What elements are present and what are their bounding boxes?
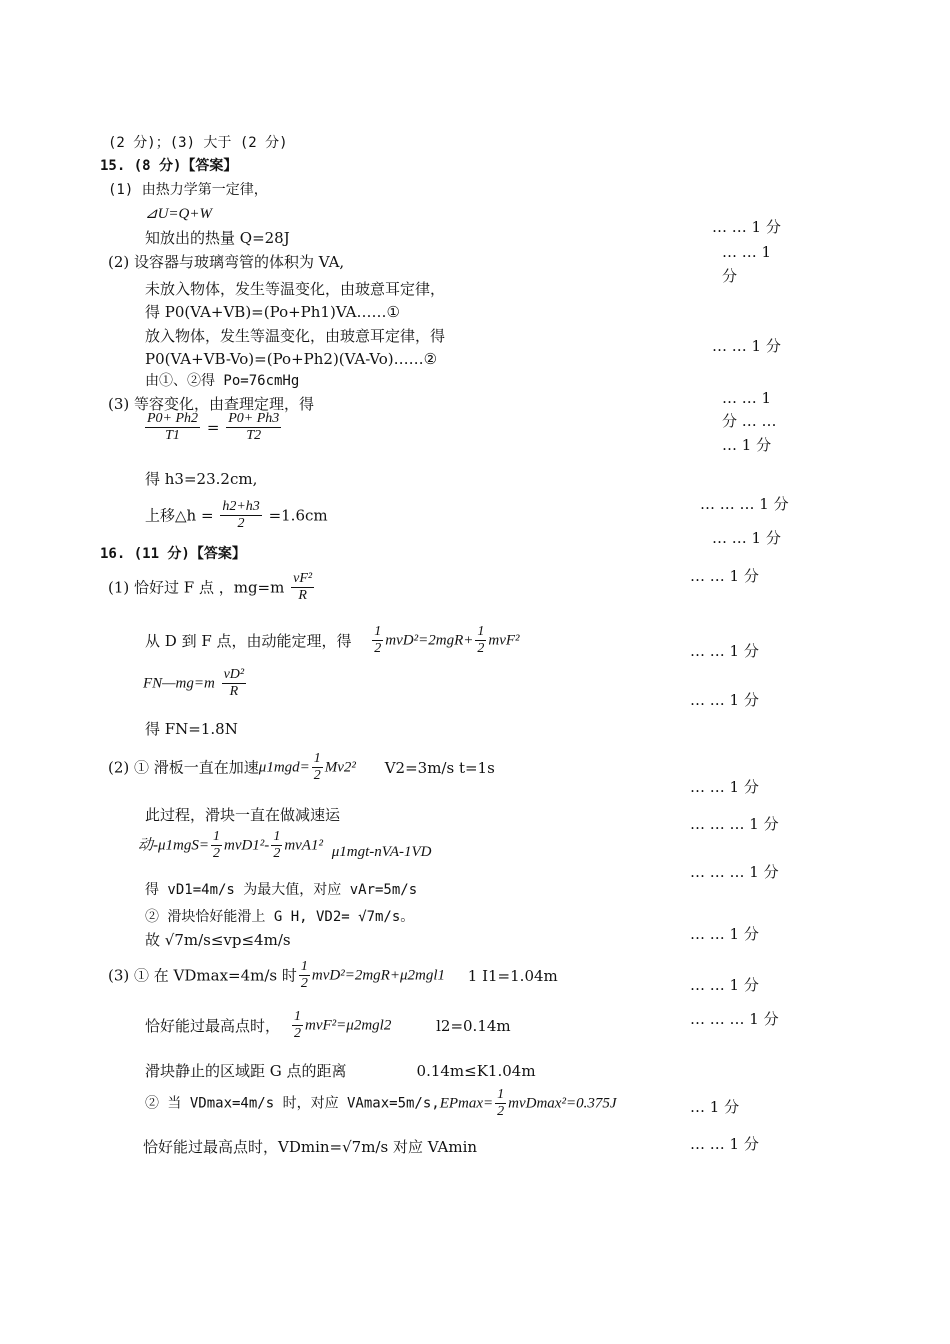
fraction: $\frac{\text{vF²}}{R}$ (293, 571, 313, 603)
fraction: $\frac{1}{2}$ (313, 751, 321, 783)
fraction: $\frac{1}{2}$ (212, 829, 220, 861)
score-mark: … … 1 分 (690, 691, 759, 709)
formula-line: 从 D 到 F 点，由动能定理，得 $\frac{1}{2}$ mvD²=2mgR+ $\frac{1}{2}$ mvF² (145, 624, 520, 656)
fraction: $\frac{\text{vD²}}{R}$ (223, 667, 245, 699)
score-mark: … … 1 分 (690, 642, 759, 660)
formula-line: ⊿U=Q+W (145, 206, 212, 222)
score-mark: … … 1 分 (690, 1135, 759, 1153)
answer-line: 由①、②得 Po=76cmHg (145, 373, 300, 389)
answer-line: 此过程，滑块一直在做减速运 (145, 806, 341, 824)
formula-line: FN—mg=m $\frac{\text{vD²}}{R}$ (143, 667, 245, 699)
answer-line: 未放入物体，发生等温变化，由玻意耳定律， (145, 280, 446, 298)
score-mark: … 1 分 (722, 436, 772, 454)
score-mark: … … 1 分 (690, 778, 759, 796)
answer-line: (3) 等容变化，由查理定理，得 (108, 395, 315, 413)
answer-line: 得 vD1=4m/s 为最大值，对应 vAr=5m/s (145, 882, 418, 898)
answer-line: ② 滑块恰好能滑上 G H, VD2= √7m/s。 (145, 909, 415, 925)
score-mark: 分 (722, 267, 738, 285)
fraction: $\frac{1}{2}$ (477, 624, 485, 656)
formula-line: (3) ① 在 VDmax=4m/s 时 $\frac{1}{2}$ mvD²=2mgR+μ2mgl1 1 I1=1.04m (108, 959, 558, 991)
formula-line: (2) ① 滑板一直在加速μ1mgd= $\frac{1}{2}$ Mv2² V2=3m/s t=1s (108, 751, 495, 783)
score-mark: … … 1 (722, 243, 772, 261)
formula-line: 上移△h = $\frac{h2+h3}{2}$ =1.6cm (145, 499, 328, 531)
score-mark: … 1 分 (690, 1098, 740, 1116)
formula-line: 得 P0(VA+VB)=(Po+Ph1)VA……① (145, 303, 400, 321)
formula-line: $\frac{P0+ Ph2}{T1}$ = $\frac{P0+ Ph3}{T2}$ (147, 411, 280, 443)
formula-line: 动-μ1mgS= $\frac{1}{2}$ mvD1²- $\frac{1}{2}$ mvA1² μ1mgt-nVA-1VD (138, 829, 432, 861)
answer-line: 恰好能过最高点时，VDmin=√7m/s 对应 VAmin (143, 1138, 478, 1156)
answer-line: 得 h3=23.2cm, (145, 470, 258, 488)
fraction: $\frac{1}{2}$ (273, 829, 281, 861)
question-16-heading: 16. (11 分)【答案】 (100, 546, 246, 562)
fraction: $\frac{1}{2}$ (294, 1009, 302, 1041)
score-mark: … … … 1 分 (690, 1010, 779, 1028)
score-mark: … … … 1 分 (690, 863, 779, 881)
question-15-heading: 15. (8 分)【答案】 (100, 158, 238, 174)
answer-line: (2 分)；(3) 大于 (2 分) (108, 135, 288, 151)
answer-line: 故 √7m/s≤vp≤4m/s (145, 931, 291, 949)
score-mark: … … 1 分 (712, 337, 781, 355)
fraction: $\frac{P0+ Ph2}{T1}$ (147, 411, 199, 443)
score-mark: … … 1 分 (712, 529, 781, 547)
formula-line: 恰好能过最高点时， $\frac{1}{2}$ mvF²=μ2mgl2 l2=0.14m (145, 1009, 511, 1041)
score-mark: … … … 1 分 (700, 495, 789, 513)
score-mark: … … … 1 分 (690, 815, 779, 833)
answer-line: 滑块静止的区域距 G 点的距离 0.14m≤K1.04m (145, 1062, 536, 1080)
score-mark: 分 … … (722, 412, 777, 430)
formula-line: (1) 恰好过 F 点 ，mg=m $\frac{\text{vF²}}{R}$ (108, 571, 313, 603)
fraction: $\frac{h2+h3}{2}$ (222, 499, 260, 531)
answer-line: (2) 设容器与玻璃弯管的体积为 VA, (108, 253, 345, 271)
answer-line: 知放出的热量 Q=28J (145, 229, 290, 247)
score-mark: … … 1 分 (690, 925, 759, 943)
fraction: $\frac{1}{2}$ (374, 624, 382, 656)
answer-line: (1) 由热力学第一定律， (108, 182, 268, 198)
score-mark: … … 1 分 (690, 976, 759, 994)
score-mark: … … 1 (722, 389, 772, 407)
formula-line: ② 当 VDmax=4m/s 时，对应 VAmax=5m/s,EPmax= $\frac{1}{2}$ mvDmax²=0.375J (145, 1087, 617, 1119)
formula-line: P0(VA+VB-Vo)=(Po+Ph2)(VA-Vo)……② (145, 350, 438, 368)
fraction: $\frac{P0+ Ph3}{T2}$ (228, 411, 280, 443)
score-mark: … … 1 分 (712, 218, 781, 236)
score-mark: … … 1 分 (690, 567, 759, 585)
answer-line: 得 FN=1.8N (145, 720, 238, 738)
answer-line: 放入物体，发生等温变化，由玻意耳定律，得 (145, 327, 446, 345)
fraction: $\frac{1}{2}$ (300, 959, 308, 991)
fraction: $\frac{1}{2}$ (497, 1087, 505, 1119)
